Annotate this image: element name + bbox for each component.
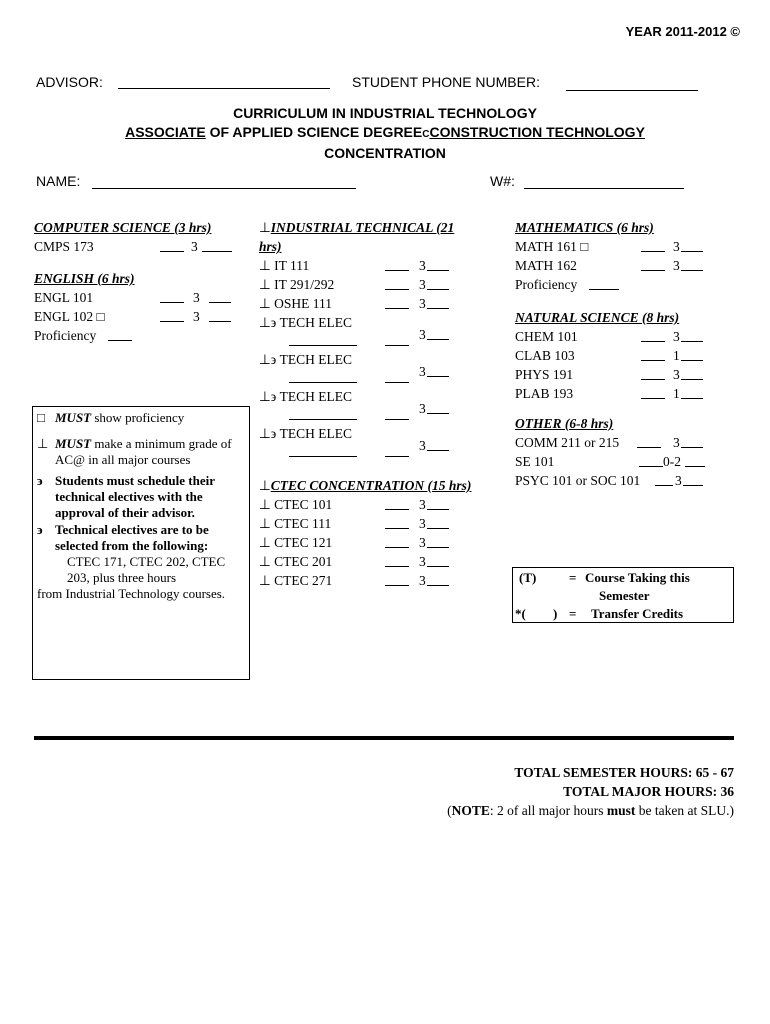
grade-blank[interactable]: [385, 419, 409, 420]
totals-block: [447, 763, 734, 820]
grade-blank[interactable]: [385, 456, 409, 457]
grade-blank[interactable]: [385, 382, 409, 383]
english-section: [34, 269, 234, 345]
legend-star-key: *(: [515, 606, 526, 621]
legend-t-desc: Course Taking this: [585, 570, 690, 585]
phone-field[interactable]: [566, 90, 698, 91]
elective-row: ⊥϶ TECH ELEC 3: [259, 313, 499, 350]
grade-blank[interactable]: [655, 485, 673, 486]
grade-blank[interactable]: [385, 585, 409, 586]
grade-blank[interactable]: [385, 270, 409, 271]
legend-t-key: (T): [519, 570, 537, 585]
year-label: YEAR 2011-2012 ©: [625, 24, 740, 39]
grade-blank[interactable]: [385, 528, 409, 529]
proficiency-row: Proficiency: [34, 326, 234, 345]
wnum-label: W#:: [490, 173, 515, 189]
course-row: MATH 162 3: [515, 256, 735, 275]
section-header: MATHEMATICS (6 hrs): [515, 220, 654, 235]
course-row: ENGL 102 □ 3: [34, 307, 234, 326]
course-row: SE 101 0-2: [515, 452, 735, 471]
course-row: CHEM 101 3: [515, 327, 735, 346]
ctec-concentration-section: [259, 476, 499, 590]
total-major-hours: TOTAL MAJOR HOURS: 36: [563, 784, 734, 799]
course-row: ⊥ CTEC 121 3: [259, 533, 499, 552]
grade-blank[interactable]: [641, 341, 665, 342]
natural-science-section: [515, 308, 735, 403]
advisor-field[interactable]: [118, 88, 330, 89]
note-elective-tail: from Industrial Technology courses.: [37, 586, 226, 601]
course-row: ⊥ OSHE 111 3: [259, 294, 499, 313]
note-proficiency: □ MUST show proficiency: [37, 410, 185, 425]
course-row: ⊥ CTEC 111 3: [259, 514, 499, 533]
course-row: ⊥ IT 291/292 3: [259, 275, 499, 294]
elective-course-blank[interactable]: [289, 419, 357, 420]
title-line-3: CONCENTRATION: [324, 145, 446, 161]
legend-box: (T) = Course Taking this Semester *( ) = Transfer Credits: [512, 567, 734, 623]
name-label: NAME:: [36, 173, 81, 189]
other-section: [515, 414, 735, 490]
grade-blank[interactable]: [641, 251, 665, 252]
elective-row: ⊥϶ TECH ELEC 3: [259, 387, 499, 424]
grade-blank[interactable]: [385, 566, 409, 567]
proficiency-blank[interactable]: [589, 289, 619, 290]
course-row: MATH 161 □ 3: [515, 237, 735, 256]
course-row: PSYC 101 or SOC 101 3: [515, 471, 735, 490]
advisor-label: ADVISOR:: [36, 74, 103, 90]
grade-blank[interactable]: [385, 345, 409, 346]
course-row: ENGL 101 3: [34, 288, 234, 307]
page-title: [0, 104, 770, 163]
industrial-technical-section: ⊥INDUSTRIAL TECHNICAL (21 hrs) ⊥ IT 111 3 ⊥ IT 291/292 3 ⊥ OSHE 111 3 ⊥϶ TECH ELEC 3 ⊥϶ TECH ELEC 3 ⊥϶ TECH ELEC 3 ⊥϶ TECH ELEC 3: [259, 218, 499, 461]
grade-blank[interactable]: [385, 509, 409, 510]
grade-blank[interactable]: [385, 547, 409, 548]
grade-blank[interactable]: [385, 289, 409, 290]
grade-blank[interactable]: [385, 308, 409, 309]
section-header: NATURAL SCIENCE (8 hrs): [515, 310, 680, 325]
proficiency-blank[interactable]: [108, 340, 132, 341]
title-line-2: ASSOCIATE OF APPLIED SCIENCE DEGREECCONSTRUCTION TECHNOLOGY: [125, 124, 645, 140]
section-header: OTHER (6-8 hrs): [515, 416, 614, 431]
notes-box: [32, 406, 250, 680]
note-elective-list: ϶ Technical electives are to be selected from the following:: [37, 522, 209, 553]
course-row: CMPS 173 3: [34, 237, 234, 256]
section-header: ⊥CTEC CONCENTRATION (15 hrs): [259, 478, 472, 493]
phone-label: STUDENT PHONE NUMBER:: [352, 74, 540, 90]
section-header: ENGLISH (6 hrs): [34, 271, 135, 286]
course-row: ⊥ IT 111 3: [259, 256, 499, 275]
computer-science-section: [34, 218, 234, 256]
grade-blank[interactable]: [160, 302, 184, 303]
grade-blank[interactable]: [160, 321, 184, 322]
wnum-field[interactable]: [524, 188, 684, 189]
grade-blank[interactable]: [639, 466, 663, 467]
divider: [34, 736, 734, 740]
elective-row: ⊥϶ TECH ELEC 3: [259, 424, 499, 461]
note-elective-courses: CTEC 171, CTEC 202, CTEC 203, plus three hours: [67, 554, 226, 585]
course-row: ⊥ CTEC 201 3: [259, 552, 499, 571]
grade-blank[interactable]: [641, 398, 665, 399]
course-row: PHYS 191 3: [515, 365, 735, 384]
section-header: COMPUTER SCIENCE (3 hrs): [34, 220, 212, 235]
elective-course-blank[interactable]: [289, 456, 357, 457]
proficiency-row: Proficiency: [515, 275, 735, 294]
grade-blank[interactable]: [160, 251, 184, 252]
elective-course-blank[interactable]: [289, 345, 357, 346]
section-header: ⊥INDUSTRIAL TECHNICAL (21: [259, 220, 455, 235]
course-row: CLAB 103 1: [515, 346, 735, 365]
grade-blank[interactable]: [641, 379, 665, 380]
legend-star-desc: Transfer Credits: [591, 606, 684, 621]
course-row: ⊥ CTEC 271 3: [259, 571, 499, 590]
course-row: COMM 211 or 215 3: [515, 433, 735, 452]
elective-course-blank[interactable]: [289, 382, 357, 383]
grade-blank[interactable]: [641, 270, 665, 271]
course-row: PLAB 193 1: [515, 384, 735, 403]
mathematics-section: [515, 218, 735, 294]
course-row: ⊥ CTEC 101 3: [259, 495, 499, 514]
grade-blank[interactable]: [637, 447, 661, 448]
elective-row: ⊥϶ TECH ELEC 3: [259, 350, 499, 387]
name-field[interactable]: [92, 188, 356, 189]
note-advisor-approval: ϶ Students must schedule their technical electives with the approval of their advisor.: [37, 473, 215, 520]
note-grade: ⊥ MUST make a minimum grade of AC@ in all major courses: [37, 436, 232, 467]
slu-note: (NOTE: 2 of all major hours must be taken at SLU.): [447, 803, 734, 818]
total-semester-hours: TOTAL SEMESTER HOURS: 65 - 67: [514, 765, 734, 780]
title-line-1: CURRICULUM IN INDUSTRIAL TECHNOLOGY: [233, 105, 537, 121]
grade-blank[interactable]: [641, 360, 665, 361]
